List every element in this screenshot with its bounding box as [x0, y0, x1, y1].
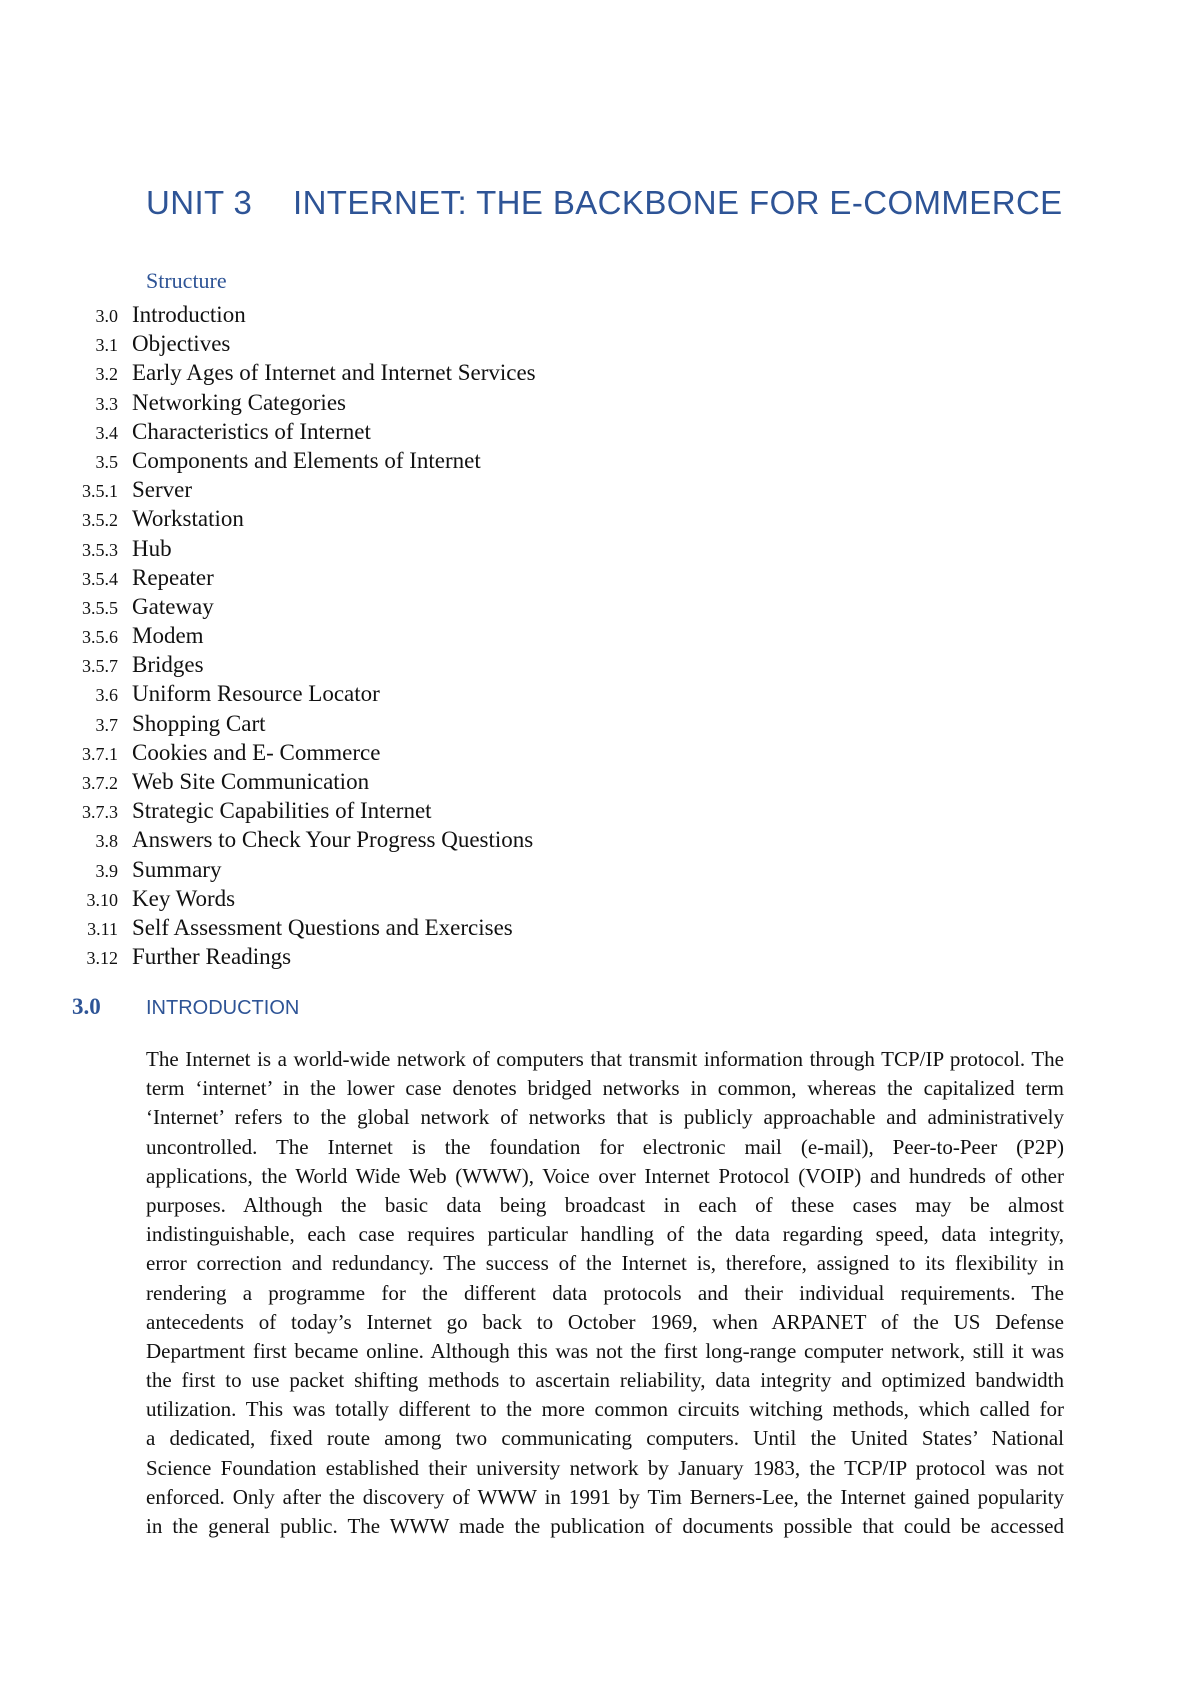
toc-item: [0, 594, 536, 623]
unit-heading: [146, 184, 1063, 222]
toc-item-title: Early Ages of Internet and Internet Services: [132, 360, 536, 386]
toc-item: [0, 565, 536, 594]
toc-item-number: 3.12: [86, 948, 118, 969]
toc-item-title: Workstation: [132, 506, 244, 532]
toc-item-number: 3.5.1: [82, 481, 118, 502]
paragraph-line: antecedents of today’s Internet go back to October 1969, when ARPANET of the US Defense: [146, 1309, 1064, 1334]
paragraph-line: ‘Internet’ refers to the global network of networks that is publicly approachable and administratively: [146, 1105, 1064, 1130]
toc-item-number: 3.4: [95, 422, 118, 443]
paragraph-line: uncontrolled. The Internet is the foundation for electronic mail (e-mail), Peer-to-Peer (P2P): [146, 1134, 1064, 1159]
toc-item-title: Shopping Cart: [132, 710, 266, 736]
toc-item-title: Introduction: [132, 302, 246, 327]
toc-item: [0, 331, 536, 360]
toc-item: [0, 623, 536, 652]
toc-item-number: 3.7.1: [82, 743, 118, 764]
unit-number: UNIT 3: [146, 184, 253, 221]
paragraph-line: Science Foundation established their university network by January 1983, the TCP/IP protocol was not: [146, 1455, 1064, 1480]
toc-item-title: Server: [132, 477, 193, 503]
toc-item-number: 3.8: [95, 831, 118, 852]
toc-item-number: 3.7: [95, 714, 118, 735]
paragraph-line: error correction and redundancy. The success of the Internet is, therefore, assigned to its flexibility in: [146, 1251, 1064, 1276]
toc-item: [0, 448, 536, 477]
toc-item: [0, 506, 536, 535]
toc-item-title: Uniform Resource Locator: [132, 681, 380, 707]
toc-item-title: Bridges: [132, 652, 204, 678]
toc-item-title: Characteristics of Internet: [132, 418, 371, 444]
toc-item-number: 3.5: [95, 451, 118, 472]
toc-item: [0, 857, 536, 886]
toc-item: [0, 798, 536, 827]
paragraph-line: applications, the World Wide Web (WWW), Voice over Internet Protocol (VOIP) and hundreds of other: [146, 1163, 1064, 1188]
toc-item: [0, 681, 536, 710]
toc-item: [0, 740, 536, 769]
toc-item: [0, 302, 536, 331]
toc-item-title: Objectives: [132, 331, 231, 357]
toc-item-number: 3.1: [95, 335, 118, 356]
toc-item: [0, 886, 536, 915]
toc-item-title: Modem: [132, 623, 204, 649]
unit-title: INTERNET: THE BACKBONE FOR E-COMMERCE: [293, 184, 1063, 221]
section-number: 3.0: [72, 994, 101, 1019]
paragraph-line: indistinguishable, each case requires particular handling of the data regarding speed, data integrity,: [146, 1222, 1064, 1247]
toc-item-title: Further Readings: [132, 944, 292, 970]
paragraph-line: The Internet is a world-wide network of computers that transmit information through TCP/IP protocol. The: [146, 1047, 1064, 1071]
toc-item-title: Answers to Check Your Progress Questions: [132, 827, 534, 853]
toc-item: [0, 419, 536, 448]
toc-item-number: 3.9: [95, 860, 118, 881]
section-title: INTRODUCTION: [146, 997, 300, 1019]
toc-item-number: 3.5.4: [82, 568, 118, 589]
toc-item-number: 3.5.2: [82, 510, 118, 531]
toc-item: [0, 652, 536, 681]
toc-item-number: 3.7.3: [82, 802, 118, 823]
toc-item-number: 3.10: [86, 889, 118, 910]
toc-item-number: 3.7.2: [82, 773, 118, 793]
toc-item: [0, 944, 536, 973]
table-of-contents: [0, 302, 536, 973]
paragraph-line: purposes. Although the basic data being broadcast in each of these cases may be almost: [146, 1192, 1064, 1217]
toc-item-title: Gateway: [132, 593, 214, 619]
toc-item-number: 3.0: [95, 306, 118, 326]
toc-item-number: 3.2: [95, 364, 118, 385]
toc-item-number: 3.3: [95, 393, 118, 414]
paragraph-line: Department first became online. Although this was not the first long-range computer network, still it was: [146, 1338, 1064, 1363]
toc-item: [0, 827, 536, 856]
toc-item-number: 3.5.6: [82, 627, 118, 648]
toc-item-title: Strategic Capabilities of Internet: [132, 798, 432, 824]
paragraph-line: rendering a programme for the different data protocols and their individual requirements. The: [146, 1280, 1064, 1305]
toc-item: [0, 390, 536, 419]
paragraph-line: utilization. This was totally different to the more common circuits witching methods, which called for: [146, 1397, 1064, 1422]
toc-item: [0, 711, 536, 740]
toc-item-title: Summary: [132, 856, 222, 882]
toc-item-title: Web Site Communication: [132, 769, 370, 794]
structure-label: Structure: [146, 268, 227, 293]
toc-item-title: Key Words: [132, 885, 236, 911]
section-heading: [72, 994, 299, 1020]
toc-item: [0, 915, 536, 944]
toc-item: [0, 769, 536, 798]
paragraph-line: in the general public. The WWW made the publication of documents possible that could be accessed: [146, 1514, 1064, 1538]
toc-item-number: 3.6: [95, 685, 118, 706]
toc-item: [0, 477, 536, 506]
toc-item-title: Components and Elements of Internet: [132, 447, 481, 473]
introduction-paragraph: [146, 1045, 1064, 1541]
paragraph-line: the first to use packet shifting methods to ascertain reliability, data integrity and optimized bandwidth: [146, 1368, 1064, 1393]
toc-item-title: Cookies and E- Commerce: [132, 739, 381, 765]
toc-item-title: Repeater: [132, 564, 214, 590]
toc-item-title: Hub: [132, 535, 172, 561]
toc-item: [0, 360, 536, 389]
toc-item-title: Self Assessment Questions and Exercises: [132, 914, 513, 940]
toc-item: [0, 536, 536, 565]
toc-item-number: 3.11: [87, 918, 118, 939]
paragraph-line: a dedicated, fixed route among two communicating computers. Until the United States’ National: [146, 1426, 1064, 1451]
toc-item-title: Networking Categories: [132, 389, 346, 415]
toc-item-number: 3.5.3: [82, 539, 118, 560]
paragraph-line: enforced. Only after the discovery of WWW in 1991 by Tim Berners-Lee, the Internet gained popularity: [146, 1484, 1064, 1509]
toc-item-number: 3.5.5: [82, 597, 118, 618]
toc-item-number: 3.5.7: [82, 656, 118, 677]
paragraph-line: term ‘internet’ in the lower case denotes bridged networks in common, whereas the capitalized term: [146, 1076, 1064, 1101]
